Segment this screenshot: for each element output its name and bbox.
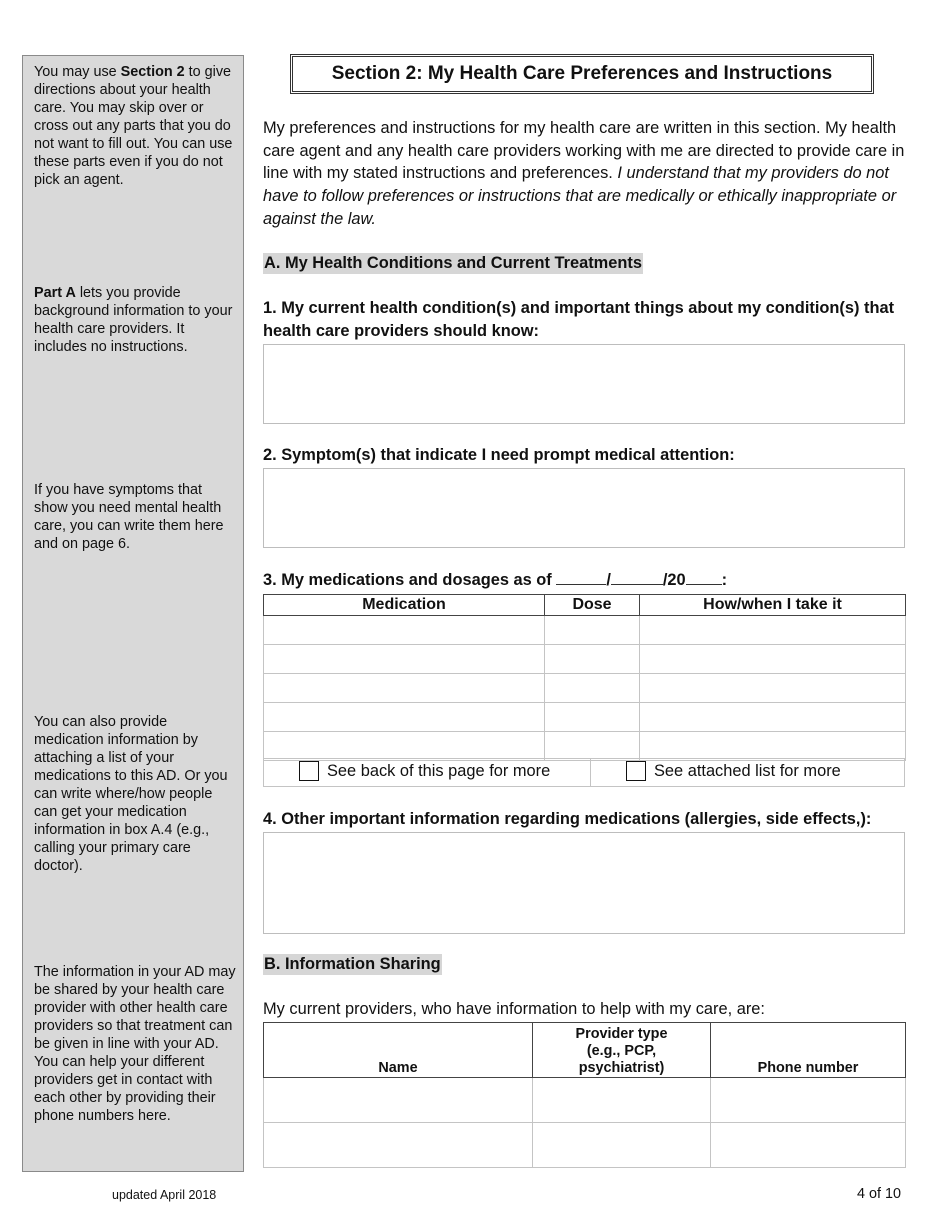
date-day-blank[interactable]	[611, 569, 663, 585]
provider-type-column-header: Provider type (e.g., PCP, psychiatrist)	[533, 1023, 711, 1078]
medication-cell[interactable]	[264, 645, 545, 674]
sidebar-note-section-2: You may use Section 2 to give directions about your health care. You may skip over or cross out any parts that you do not want to fill out. You can use these parts even if you do not pick an agent.	[34, 64, 233, 188]
dose-cell[interactable]	[545, 616, 640, 645]
how-when-cell[interactable]	[640, 703, 906, 732]
footer-updated-date: updated April 2018	[112, 1188, 217, 1202]
dose-cell[interactable]	[545, 732, 640, 761]
question-4-label: 4. Other important information regarding medications (allergies, side effects,):	[263, 810, 872, 828]
phone-number-column-header: Phone number	[711, 1023, 906, 1078]
medication-cell[interactable]	[264, 732, 545, 761]
see-attached-checkbox[interactable]	[626, 761, 646, 781]
table-row	[264, 674, 906, 703]
table-row	[264, 645, 906, 674]
dose-cell[interactable]	[545, 674, 640, 703]
see-back-label: See back of this page for more	[327, 762, 551, 780]
medication-cell[interactable]	[264, 616, 545, 645]
table-row	[264, 616, 906, 645]
medication-checkbox-row	[263, 758, 905, 787]
checkbox-row-divider	[590, 759, 591, 786]
medications-header-row	[264, 595, 906, 616]
provider-phone-cell[interactable]	[711, 1078, 906, 1123]
dose-cell[interactable]	[545, 645, 640, 674]
sidebar-note-sharing: The information in your AD may be shared by your health care provider with other health care providers so that treatment can be given in line with your AD. You can help your different providers get in contact with each other by providing their phone numbers here.	[34, 964, 236, 1124]
provider-phone-cell[interactable]	[711, 1123, 906, 1168]
sidebar-guidance	[22, 55, 244, 1172]
section-intro: My preferences and instructions for my health care are written in this section. My health care agent and any health care providers working with me are directed to provide care in line with my stated instructions and preferences. I understand that my providers do not have to follow preferences or instructions that are medically or ethically inappropriate or against the law.	[263, 119, 905, 228]
providers-intro: My current providers, who have information to help with my care, are:	[263, 1000, 765, 1018]
question-1-label: 1. My current health condition(s) and important things about my condition(s) that health care providers should know:	[263, 299, 895, 340]
part-b-heading: B. Information Sharing	[264, 955, 441, 973]
section-title: Section 2: My Health Care Preferences and Instructions	[290, 54, 874, 94]
providers-header-row	[264, 1023, 906, 1078]
table-row	[264, 732, 906, 761]
name-column-header: Name	[264, 1023, 533, 1078]
medication-cell[interactable]	[264, 703, 545, 732]
providers-table	[263, 1022, 906, 1168]
question-2-label: 2. Symptom(s) that indicate I need prompt medical attention:	[263, 446, 735, 464]
how-when-cell[interactable]	[640, 674, 906, 703]
health-conditions-field[interactable]	[263, 344, 905, 424]
how-when-cell[interactable]	[640, 616, 906, 645]
table-row	[264, 1078, 906, 1123]
dose-column-header: Dose	[545, 595, 640, 616]
see-attached-label: See attached list for more	[654, 762, 841, 780]
symptoms-field[interactable]	[263, 468, 905, 548]
sidebar-note-symptoms: If you have symptoms that show you need mental health care, you can write them here and on page 6.	[34, 482, 224, 552]
page-number: 4 of 10	[857, 1186, 902, 1202]
provider-type-cell[interactable]	[533, 1123, 711, 1168]
see-back-checkbox[interactable]	[299, 761, 319, 781]
medication-column-header: Medication	[264, 595, 545, 616]
how-when-column-header: How/when I take it	[640, 595, 906, 616]
date-year-blank[interactable]	[686, 569, 722, 585]
provider-type-cell[interactable]	[533, 1078, 711, 1123]
sidebar-note-medications: You can also provide medication information by attaching a list of your medications to this AD. Or you can write where/how people can get your medication information in box A.4 (e.g., calling your primary care doctor).	[34, 714, 228, 874]
medication-info-field[interactable]	[263, 832, 905, 934]
date-month-blank[interactable]	[556, 569, 606, 585]
table-row	[264, 703, 906, 732]
provider-name-cell[interactable]	[264, 1078, 533, 1123]
question-3-label: 3. My medications and dosages as of / /20 :	[263, 571, 728, 589]
provider-name-cell[interactable]	[264, 1123, 533, 1168]
dose-cell[interactable]	[545, 703, 640, 732]
table-row	[264, 1123, 906, 1168]
part-a-heading: A. My Health Conditions and Current Treatments	[264, 254, 642, 272]
how-when-cell[interactable]	[640, 645, 906, 674]
sidebar-note-part-a: Part A lets you provide background information to your health care providers. It includes no instructions.	[34, 285, 233, 355]
medications-table	[263, 594, 906, 761]
how-when-cell[interactable]	[640, 732, 906, 761]
medication-cell[interactable]	[264, 674, 545, 703]
